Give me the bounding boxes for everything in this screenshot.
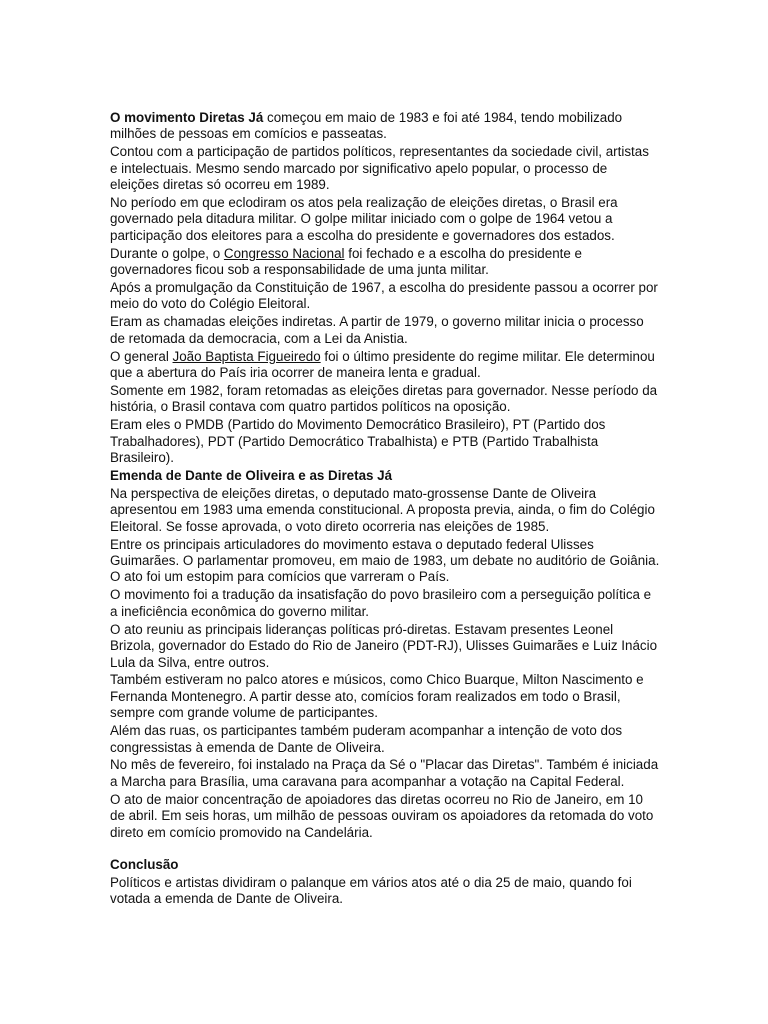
paragraph-participation: Contou com a participação de partidos políticos, representantes da sociedade civil, artistas e intelectuais. Mesmo sendo marcado por significativo apelo popular, o processo de eleições diretas só ocorreu em 1989. bbox=[110, 144, 649, 193]
paragraph-figueiredo bbox=[110, 349, 660, 382]
joao-baptista-figueiredo-link[interactable]: João Baptista Figueiredo bbox=[172, 348, 321, 364]
paragraph-constitution-1967: Após a promulgação da Constituição de 1967, a escolha do presidente passou a ocorrer por meio do voto do Colégio Eleitoral. bbox=[110, 280, 658, 312]
congress-text-after: foi fechado e a escolha do presidente e governadores ficou sob a responsabilidade de uma junta militar. bbox=[110, 245, 582, 278]
paragraph-military-period: No período em que eclodiram os atos pela realização de eleições diretas, o Brasil era governado pela ditadura militar. O golpe militar iniciado com o golpe de 1964 vetou a participação dos eleitores para a escolha do presidente e governadores dos estados. bbox=[110, 195, 618, 243]
section-heading-emenda: Emenda de Dante de Oliveira e as Diretas Já bbox=[110, 468, 393, 484]
paragraph-congress-closed bbox=[110, 246, 660, 279]
paragraph-indirect-elections: Eram as chamadas eleições indiretas. A partir de 1979, o governo militar inicia o processo de retomada da democracia, com a Lei da Anistia. bbox=[110, 314, 644, 346]
congresso-nacional-link[interactable]: Congresso Nacional bbox=[223, 245, 345, 261]
paragraph-dissatisfaction: O movimento foi a tradução da insatisfação do povo brasileiro com a perseguição política e a ineficiência econômica do governo militar. bbox=[110, 587, 652, 619]
paragraph-candelaria: O ato de maior concentração de apoiadores das diretas ocorreu no Rio de Janeiro, em 10 de abril. Em seis horas, um milhão de pessoas ouviram os apoiadores da retomada do voto direto em comício promovido na Candelária. bbox=[110, 791, 654, 840]
paragraph-dante-amendment: Na perspectiva de eleições diretas, o deputado mato-grossense Dante de Oliveira apresentou em 1983 uma emenda constitucional. A proposta previa, ainda, o fim do Colégio Eleitoral. Se fosse aprovada, o voto direto ocorreria nas eleições de 1985. bbox=[110, 485, 655, 534]
paragraph-leaders: O ato reuniu as principais lideranças políticas pró-diretas. Estavam presentes Leonel Brizola, governador do Estado do Rio de Janeiro (PDT-RJ), Ulisses Guimarães e Luiz Inácio Lula da Silva, entre outros. bbox=[110, 621, 658, 670]
intro-bold-lead: O movimento Diretas Já bbox=[110, 110, 264, 125]
paragraph-placar: No mês de fevereiro, foi instalado na Praça da Sé o "Placar das Diretas". Também é iniciada a Marcha para Brasília, uma caravana para acompanhar a votação na Capital Federal. bbox=[110, 757, 659, 789]
figueiredo-text-before: O general bbox=[110, 348, 173, 364]
congress-text-before: Durante o golpe, o bbox=[110, 245, 224, 261]
paragraph-conclusion: Políticos e artistas dividiram o palanque em vários atos até o dia 25 de maio, quando foi votada a emenda de Dante de Oliveira. bbox=[110, 874, 632, 907]
document-page bbox=[110, 110, 660, 908]
paragraph-parties: Eram eles o PMDB (Partido do Movimento Democrático Brasileiro), PT (Partido dos Trabalhadores), PDT (Partido Democrático Trabalhista) e PTB (Partido Trabalhista Brasileiro). bbox=[110, 417, 606, 466]
paragraph-1982-elections: Somente em 1982, foram retomadas as eleições diretas para governador. Nesse período da história, o Brasil contava com quatro partidos políticos na oposição. bbox=[110, 383, 658, 415]
section-heading-conclusao: Conclusão bbox=[110, 856, 179, 872]
intro-text: começou em maio de 1983 e foi até 1984, tendo mobilizado milhões de pessoas em comícios e passeatas. bbox=[110, 110, 623, 142]
paragraph-artists: Também estiveram no palco atores e músicos, como Chico Buarque, Milton Nascimento e Fernanda Montenegro. A partir desse ato, comícios foram realizados em todo o Brasil, sempre com grande volume de participantes. bbox=[110, 672, 644, 721]
figueiredo-text-after: foi o último presidente do regime militar. Ele determinou que a abertura do País iria ocorrer de maneira lenta e gradual. bbox=[110, 348, 655, 381]
paragraph-intro bbox=[110, 110, 660, 143]
paragraph-congress-vote: Além das ruas, os participantes também puderam acompanhar a intenção de voto dos congressistas à emenda de Dante de Oliveira. bbox=[110, 723, 623, 755]
paragraph-ulisses: Entre os principais articuladores do movimento estava o deputado federal Ulisses Guimarães. O parlamentar promoveu, em maio de 1983, um debate no auditório de Goiânia. O ato foi um estopim para comícios que varreram o País. bbox=[110, 536, 660, 585]
